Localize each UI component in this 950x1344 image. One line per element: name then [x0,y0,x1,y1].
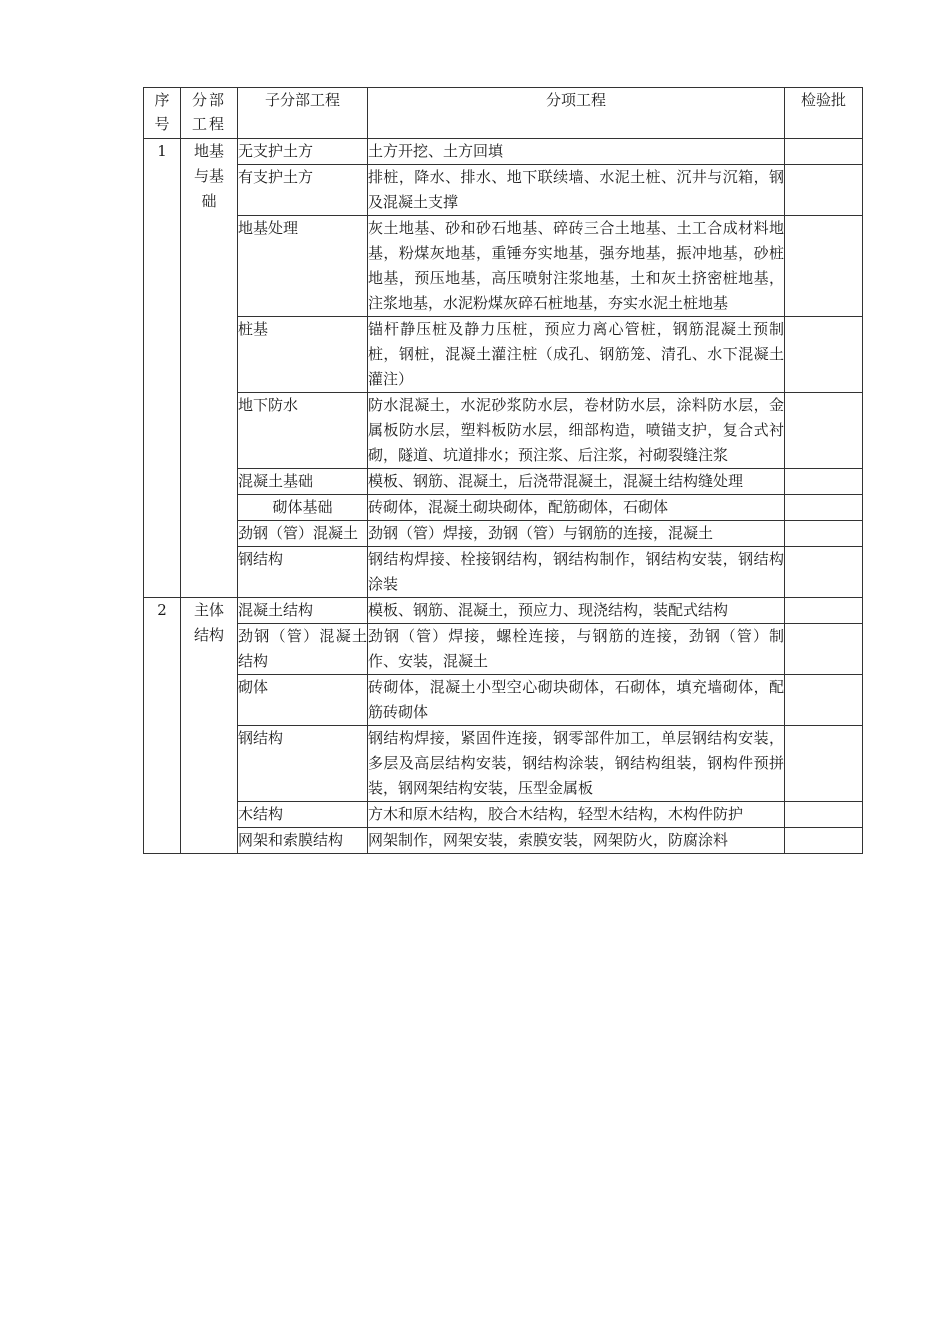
header-seq-label: 序号 [154,91,170,133]
table-row [144,139,863,165]
check-cell [785,165,863,216]
item-cell: 土方开挖、土方回填 [368,139,785,165]
check-cell [785,802,863,828]
section-division-label: 主体结构 [193,601,224,644]
subdivision-cell: 有支护土方 [238,165,368,216]
item-cell: 劲钢（管）焊接，螺栓连接，与钢筋的连接，劲钢（管）制作、安装，混凝土 [368,624,785,675]
header-check [785,88,863,139]
subdivision-cell: 地基处理 [238,216,368,317]
table-row [144,802,863,828]
check-cell [785,675,863,726]
header-item [368,88,785,139]
check-cell [785,495,863,521]
check-cell [785,139,863,165]
check-cell [785,393,863,469]
check-cell [785,726,863,802]
subdivision-cell: 木结构 [238,802,368,828]
subdivision-cell: 网架和索膜结构 [238,828,368,854]
item-cell: 模板、钢筋、混凝土，预应力、现浇结构，装配式结构 [368,598,785,624]
table-row [144,624,863,675]
subdivision-cell: 钢结构 [238,726,368,802]
item-cell: 劲钢（管）焊接，劲钢（管）与钢筋的连接，混凝土 [368,521,785,547]
check-cell [785,469,863,495]
item-cell: 模板、钢筋、混凝土，后浇带混凝土，混凝土结构缝处理 [368,469,785,495]
check-cell [785,828,863,854]
header-subdivision [238,88,368,139]
section-division [181,598,238,854]
item-cell: 砖砌体，混凝土小型空心砌块砌体，石砌体，填充墙砌体，配筋砖砌体 [368,675,785,726]
check-cell [785,317,863,393]
header-check-label: 检验批 [800,91,846,109]
section-seq: 1 [144,139,181,598]
subdivision-cell: 混凝土基础 [238,469,368,495]
table-row [144,317,863,393]
section-seq: 2 [144,598,181,854]
item-cell: 排桩，降水、排水、地下联续墙、水泥土桩、沉井与沉箱，钢及混凝土支撑 [368,165,785,216]
header-item-label: 分项工程 [545,91,606,109]
subdivision-cell: 无支护土方 [238,139,368,165]
table-row [144,726,863,802]
item-cell: 灰土地基、砂和砂石地基、碎砖三合土地基、土工合成材料地基，粉煤灰地基，重锤夯实地基，强夯地基，振冲地基，砂桩地基，预压地基，高压喷射注浆地基，土和灰土挤密桩地基，注浆地基，水泥粉煤灰碎石桩地基，夯实水泥土桩地基 [368,216,785,317]
table-row [144,547,863,598]
subdivision-cell: 砌体 [238,675,368,726]
project-division-table [143,87,863,854]
header-subdivision-label: 子分部工程 [264,91,340,109]
item-cell: 锚杆静压桩及静力压桩，预应力离心管桩，钢筋混凝土预制桩，钢桩，混凝土灌注桩（成孔、钢筋笼、清孔、水下混凝土灌注） [368,317,785,393]
table-row [144,165,863,216]
check-cell [785,521,863,547]
section-division [181,139,238,598]
item-cell: 砖砌体，混凝土砌块砌体，配筋砌体，石砌体 [368,495,785,521]
header-division-label: 分部工程 [191,91,226,133]
subdivision-cell: 桩基 [238,317,368,393]
header-seq [144,88,181,139]
item-cell: 钢结构焊接、栓接钢结构，钢结构制作，钢结构安装，钢结构涂装 [368,547,785,598]
table-row [144,828,863,854]
section-division-label: 地基与基础 [193,142,224,210]
check-cell [785,624,863,675]
table-row [144,216,863,317]
subdivision-cell: 劲钢（管）混凝土结构 [238,624,368,675]
subdivision-cell: 地下防水 [238,393,368,469]
item-cell: 方木和原木结构，胶合木结构，轻型木结构，木构件防护 [368,802,785,828]
table-row [144,495,863,521]
subdivision-cell: 劲钢（管）混凝土 [238,521,368,547]
subdivision-cell: 砌体基础 [238,495,368,521]
header-row [144,88,863,139]
table-row [144,675,863,726]
table-row [144,598,863,624]
table-row [144,393,863,469]
table-row [144,521,863,547]
subdivision-cell: 钢结构 [238,547,368,598]
item-cell: 钢结构焊接，紧固件连接，钢零部件加工，单层钢结构安装，多层及高层结构安装，钢结构涂装，钢结构组装，钢构件预拼装，钢网架结构安装，压型金属板 [368,726,785,802]
check-cell [785,598,863,624]
subdivision-cell: 混凝土结构 [238,598,368,624]
check-cell [785,547,863,598]
header-division [181,88,238,139]
item-cell: 防水混凝土，水泥砂浆防水层，卷材防水层，涂料防水层，金属板防水层，塑料板防水层，细部构造，喷锚支护，复合式衬砌，隧道、坑道排水；预注浆、后注浆，衬砌裂缝注浆 [368,393,785,469]
table-row [144,469,863,495]
check-cell [785,216,863,317]
item-cell: 网架制作，网架安装，索膜安装，网架防火，防腐涂料 [368,828,785,854]
